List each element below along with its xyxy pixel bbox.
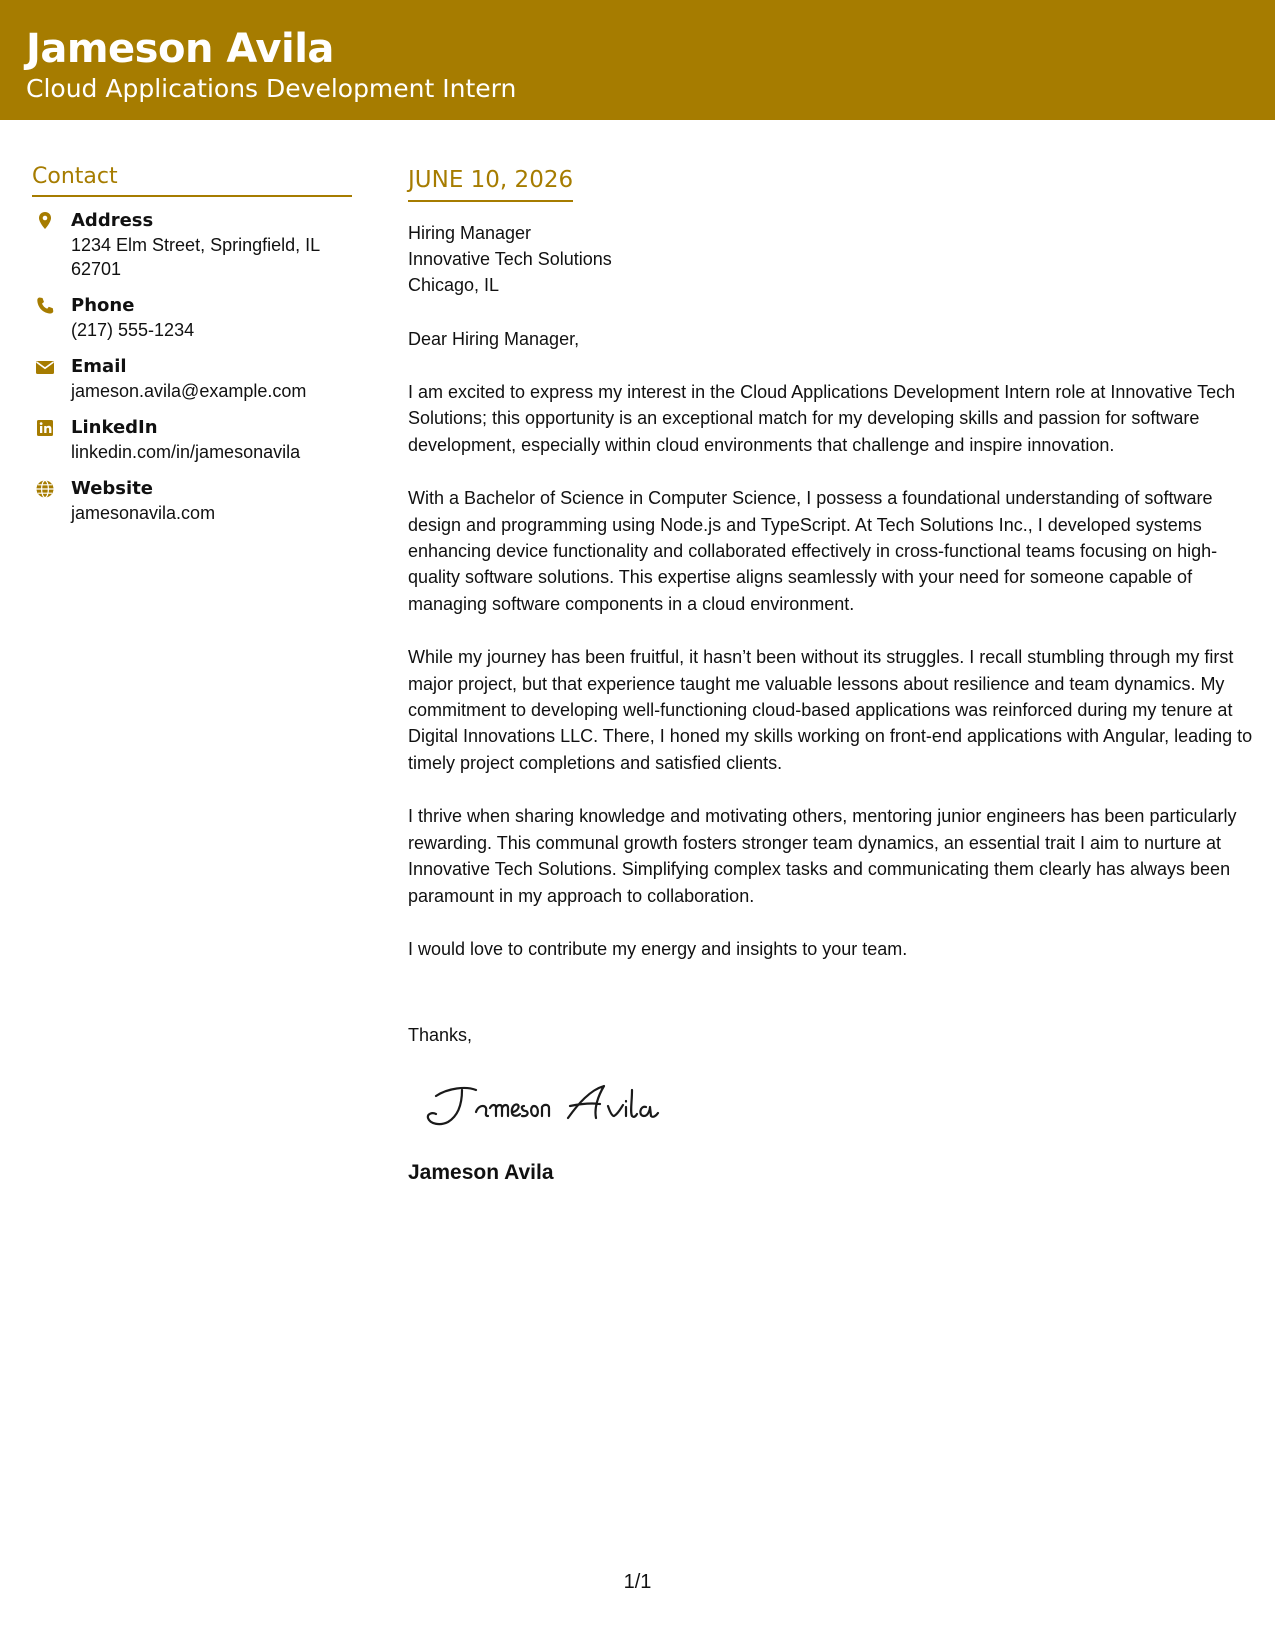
- handwritten-signature: [418, 1074, 678, 1134]
- letter-paragraph: I thrive when sharing knowledge and motivating others, mentoring junior engineers has been particularly rewarding. This communal growth fosters stronger team dynamics, an essential trait I aim to nurture at Innovative Tech Solutions. Simplifying complex tasks and communicating them clearly has always been paramount in my approach to collaboration.: [408, 806, 1237, 906]
- recipient-block: [408, 220, 1253, 298]
- applicant-role: Cloud Applications Development Intern: [26, 74, 517, 103]
- signed-name: Jameson Avila: [408, 1161, 554, 1185]
- page-number: 1/1: [623, 1571, 652, 1593]
- letter-paragraph: With a Bachelor of Science in Computer Science, I possess a foundational understanding of software design and programming using Node.js and TypeScript. At Tech Solutions Inc., I developed systems enhancing device functionality and collaborated effectively in cross-functional teams focusing on high-quality software solutions. This expertise aligns seamlessly with your need for someone capable of managing software components in a cloud environment.: [408, 488, 1218, 614]
- letter-body: [408, 164, 1253, 1187]
- contact-email: [32, 355, 352, 403]
- phone-icon: [35, 296, 55, 316]
- contact-linkedin: [32, 416, 352, 464]
- contact-title: Contact: [32, 162, 352, 197]
- contact-sidebar: [32, 162, 352, 538]
- salutation: Dear Hiring Manager,: [408, 329, 580, 349]
- linkedin-icon: [35, 418, 55, 438]
- contact-address: [32, 209, 352, 281]
- recipient-line: Innovative Tech Solutions: [408, 249, 612, 269]
- letter-date: JUNE 10, 2026: [408, 164, 573, 202]
- header-banner: [0, 0, 1275, 120]
- contact-value: 1234 Elm Street, Springfield, IL 62701: [71, 235, 320, 279]
- contact-website: [32, 477, 352, 525]
- contact-phone: [32, 294, 352, 342]
- contact-value[interactable]: jamesonavila.com: [71, 503, 216, 523]
- letter-paragraph: While my journey has been fruitful, it hasn’t been without its struggles. I recall stumbling through my first major project, but that experience taught me valuable lessons about resilience and team dynamics. My commitment to developing well-functioning cloud-based applications was reinforced during my tenure at Digital Innovations LLC. There, I honed my skills working on front-end applications with Angular, leading to timely project completions and satisfied clients.: [408, 647, 1253, 773]
- recipient-line: Hiring Manager: [408, 223, 532, 243]
- letter-paragraph: I am excited to express my interest in the Cloud Applications Development Intern role at Innovative Tech Solutions; this opportunity is an exceptional match for my developing skills and passion for software development, especially within cloud environments that challenge and inspire innovation.: [408, 382, 1236, 455]
- contact-label: Website: [71, 478, 154, 499]
- contact-value: (217) 555-1234: [71, 320, 195, 340]
- contact-label: Address: [71, 210, 154, 231]
- contact-label: LinkedIn: [71, 417, 158, 438]
- contact-value[interactable]: linkedin.com/in/jamesonavila: [71, 442, 301, 462]
- recipient-line: Chicago, IL: [408, 275, 500, 295]
- globe-icon: [35, 479, 55, 499]
- closing: Thanks,: [408, 1025, 473, 1046]
- applicant-name: Jameson Avila: [26, 26, 334, 72]
- contact-label: Phone: [71, 295, 135, 316]
- letter-paragraph: I would love to contribute my energy and insights to your team.: [408, 938, 908, 959]
- contact-label: Email: [71, 356, 127, 377]
- contact-value: jameson.avila@example.com: [71, 381, 307, 401]
- envelope-icon: [35, 357, 55, 377]
- map-pin-icon: [35, 211, 55, 231]
